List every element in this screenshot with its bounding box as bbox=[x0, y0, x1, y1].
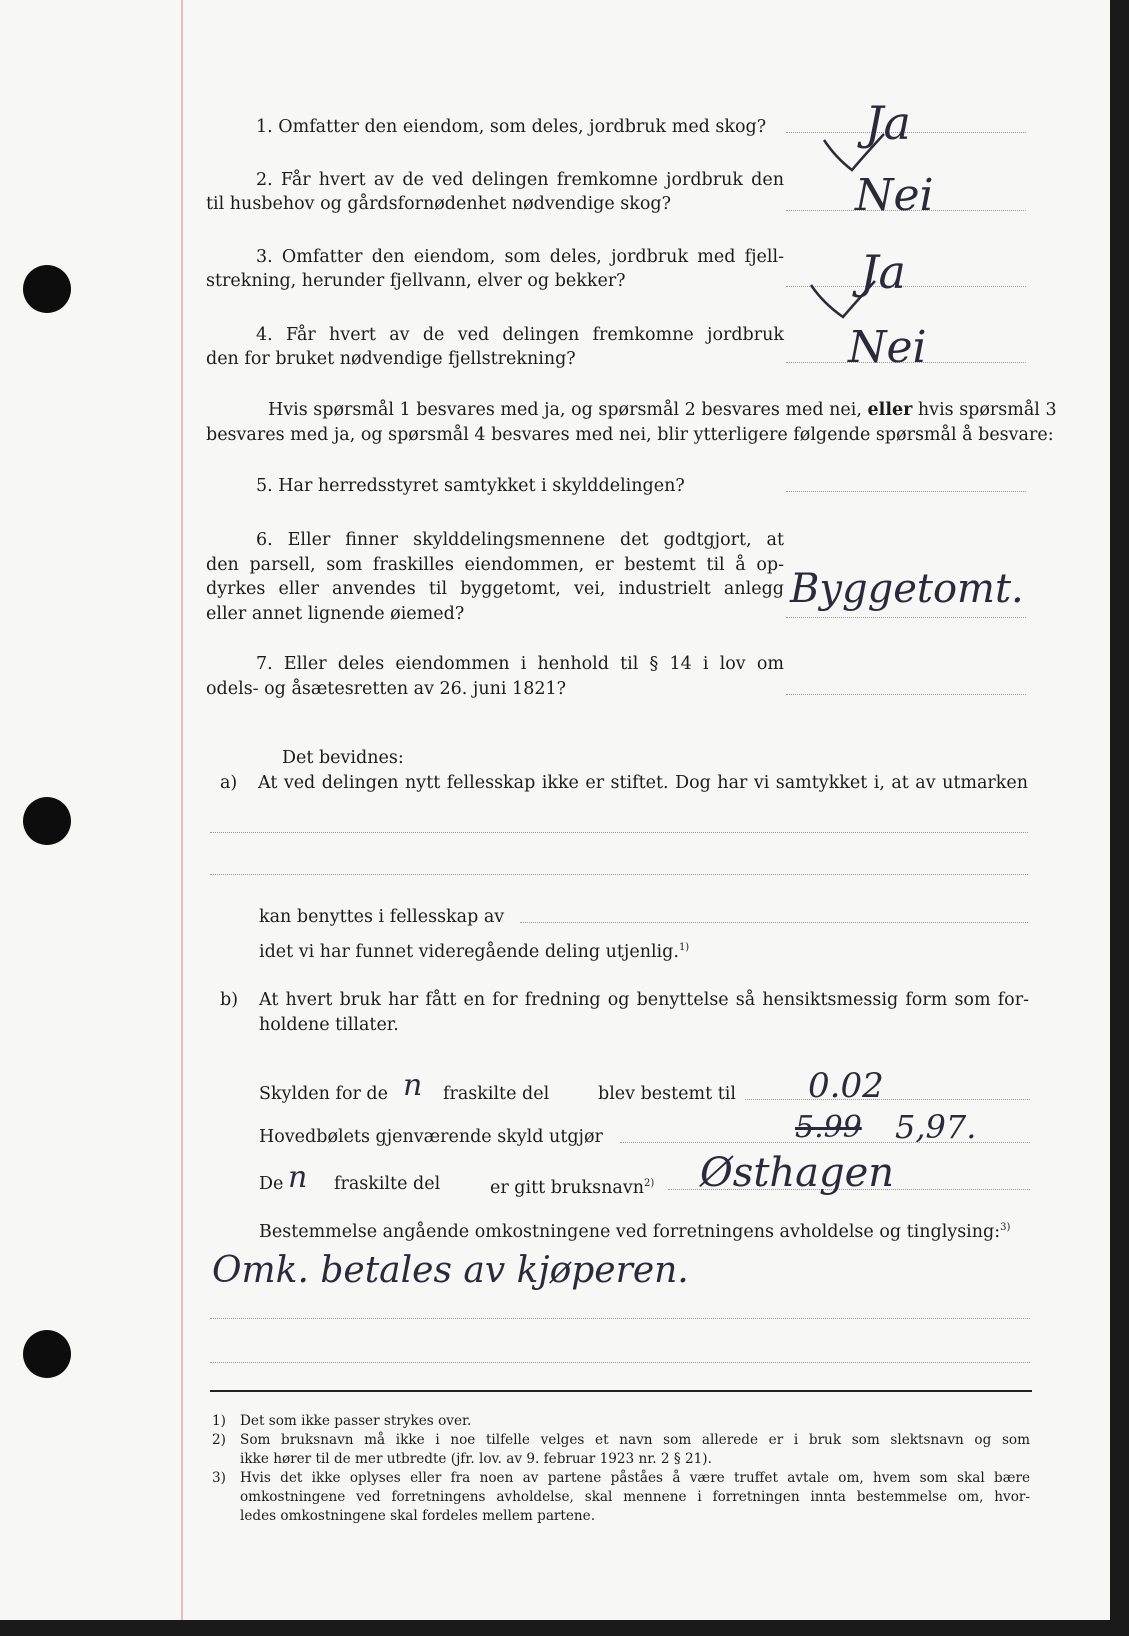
footnote-3-line-2: omkostningene ved forretningens avholdelse, skal mennene i forretningen innta bestemmelse om, hvor- bbox=[240, 1489, 1030, 1505]
question-6-line-2: den parsell, som fraskilles eiendommen, er bestemt til å op- bbox=[206, 555, 784, 575]
question-7-line-2: odels- og åsætesretten av 26. juni 1821? bbox=[206, 679, 566, 699]
answer-line-6 bbox=[786, 617, 1026, 618]
footnote-1-mark: 1) bbox=[212, 1413, 226, 1429]
footnote-1-line-1: Det som ikke passer strykes over. bbox=[240, 1413, 472, 1429]
item-b-line-1: At hvert bruk har fått en for fredning og benyttelse så hensiktsmessig form som for- bbox=[259, 990, 1029, 1010]
question-4-line-1: 4. Får hvert av de ved delingen fremkomne jordbruk bbox=[256, 325, 784, 345]
footnote-2-line-2: ikke hører til de mer utbredte (jfr. lov. av 9. februar 1923 nr. 2 § 21). bbox=[240, 1451, 712, 1467]
item-b-label: b) bbox=[220, 990, 239, 1010]
certification-heading: Det bevidnes: bbox=[282, 748, 404, 768]
item-a-label: a) bbox=[220, 773, 238, 793]
answer-3: Ja bbox=[860, 245, 906, 299]
question-6-line-3: dyrkes eller anvendes til byggetomt, vei, industrielt anlegg bbox=[206, 579, 784, 599]
footnote-rule bbox=[210, 1390, 1032, 1392]
hovedbol-struck-value: 5.99 bbox=[795, 1110, 862, 1145]
cost-value: Omk. betales av kjøperen. bbox=[212, 1250, 689, 1291]
cost-label: Bestemmelse angående omkostningene ved forretningens avholdelse og tinglysing:$^{3)}$ bbox=[259, 1221, 1011, 1242]
punch-hole-middle bbox=[23, 797, 71, 845]
scan-border-right bbox=[1110, 0, 1129, 1636]
item-a-text: At ved delingen nytt fellesskap ikke er stiftet. Dog har vi samtykket i, at av utmarken bbox=[258, 773, 1028, 793]
question-6-line-1: 6. Eller finner skylddelingsmennene det godtgjort, at bbox=[256, 530, 784, 550]
skyld-label-c: blev bestemt til bbox=[598, 1084, 736, 1104]
name-handwritten-n: n bbox=[288, 1160, 308, 1195]
name-label-a: De bbox=[259, 1174, 284, 1194]
answer-2: Nei bbox=[855, 170, 934, 221]
scan-border-bottom bbox=[0, 1620, 1129, 1636]
question-3-line-1: 3. Omfatter den eiendom, som deles, jordbruk med fjell- bbox=[256, 247, 784, 267]
margin-rule bbox=[181, 0, 183, 1620]
shared-use-label: kan benyttes i fellesskap av bbox=[259, 907, 505, 927]
footnote-3-line-3: ledes omkostningene skal fordeles mellem partene. bbox=[240, 1508, 596, 1524]
hovedbol-label: Hovedbølets gjenværende skyld utgjør bbox=[259, 1127, 603, 1147]
conditional-intro-line-1: Hvis spørsmål 1 besvares med ja, og spørsmål 2 besvares med nei, eller hvis spørsmål 3 bbox=[268, 400, 1057, 420]
fill-line-skyld bbox=[745, 1099, 1030, 1100]
footnote-2-line-1: Som bruksnavn må ikke i noe tilfelle velges et navn som allerede er i bruk som slektsnavn og som bbox=[240, 1432, 1030, 1448]
question-1: 1. Omfatter den eiendom, som deles, jordbruk med skog? bbox=[256, 117, 767, 137]
hovedbol-value: 5,97. bbox=[895, 1108, 977, 1146]
answer-check-3 bbox=[805, 275, 880, 325]
footnote-3-mark: 3) bbox=[212, 1470, 226, 1486]
skyld-handwritten-n: n bbox=[403, 1068, 423, 1103]
name-label-b: fraskilte del bbox=[334, 1174, 441, 1194]
question-3-line-2: strekning, herunder fjellvann, elver og bekker? bbox=[206, 271, 626, 291]
skyld-label-b: fraskilte del bbox=[443, 1084, 550, 1104]
fill-line-a2 bbox=[210, 874, 1028, 875]
question-5: 5. Har herredsstyret samtykket i skylddelingen? bbox=[256, 476, 685, 496]
fill-line-a1 bbox=[210, 832, 1028, 833]
question-6-line-4: eller annet lignende øiemed? bbox=[206, 604, 465, 624]
answer-6: Byggetomt. bbox=[790, 566, 1024, 612]
skyld-value: 0.02 bbox=[808, 1066, 884, 1106]
punch-hole-bottom bbox=[23, 1330, 71, 1378]
footnote-2-mark: 2) bbox=[212, 1432, 226, 1448]
question-7-line-1: 7. Eller deles eiendommen i henhold til § 14 i lov om bbox=[256, 654, 784, 674]
fill-line-shared bbox=[520, 922, 1028, 923]
bruksnavn-value: Østhagen bbox=[700, 1150, 895, 1196]
division-text: idet vi har funnet videregående deling utjenlig.$^{1)}$ bbox=[259, 941, 690, 962]
conditional-intro-line-2: besvares med ja, og spørsmål 4 besvares med nei, blir ytterligere følgende spørsmål å besvare: bbox=[206, 425, 1054, 445]
question-2-line-1: 2. Får hvert av de ved delingen fremkomne jordbruk den bbox=[256, 170, 784, 190]
punch-hole-top bbox=[23, 265, 71, 313]
question-4-line-2: den for bruket nødvendige fjellstrekning? bbox=[206, 349, 576, 369]
answer-line-5 bbox=[786, 491, 1026, 492]
fill-line-cost-2 bbox=[210, 1362, 1030, 1363]
question-2-line-2: til husbehov og gårdsfornødenhet nødvendige skog? bbox=[206, 194, 671, 214]
answer-line-7 bbox=[786, 694, 1026, 695]
name-label-c: er gitt bruksnavn$^{2)}$ bbox=[490, 1177, 655, 1198]
answer-4: Nei bbox=[848, 322, 927, 373]
skyld-label-a: Skylden for de bbox=[259, 1084, 388, 1104]
fill-line-cost-1 bbox=[210, 1318, 1030, 1319]
footnote-3-line-1: Hvis det ikke oplyses eller fra noen av partene påståes å være truffet avtale om, hvem som skal bære bbox=[240, 1470, 1030, 1486]
answer-1: Ja bbox=[865, 96, 911, 150]
item-b-line-2: holdene tillater. bbox=[259, 1015, 399, 1035]
